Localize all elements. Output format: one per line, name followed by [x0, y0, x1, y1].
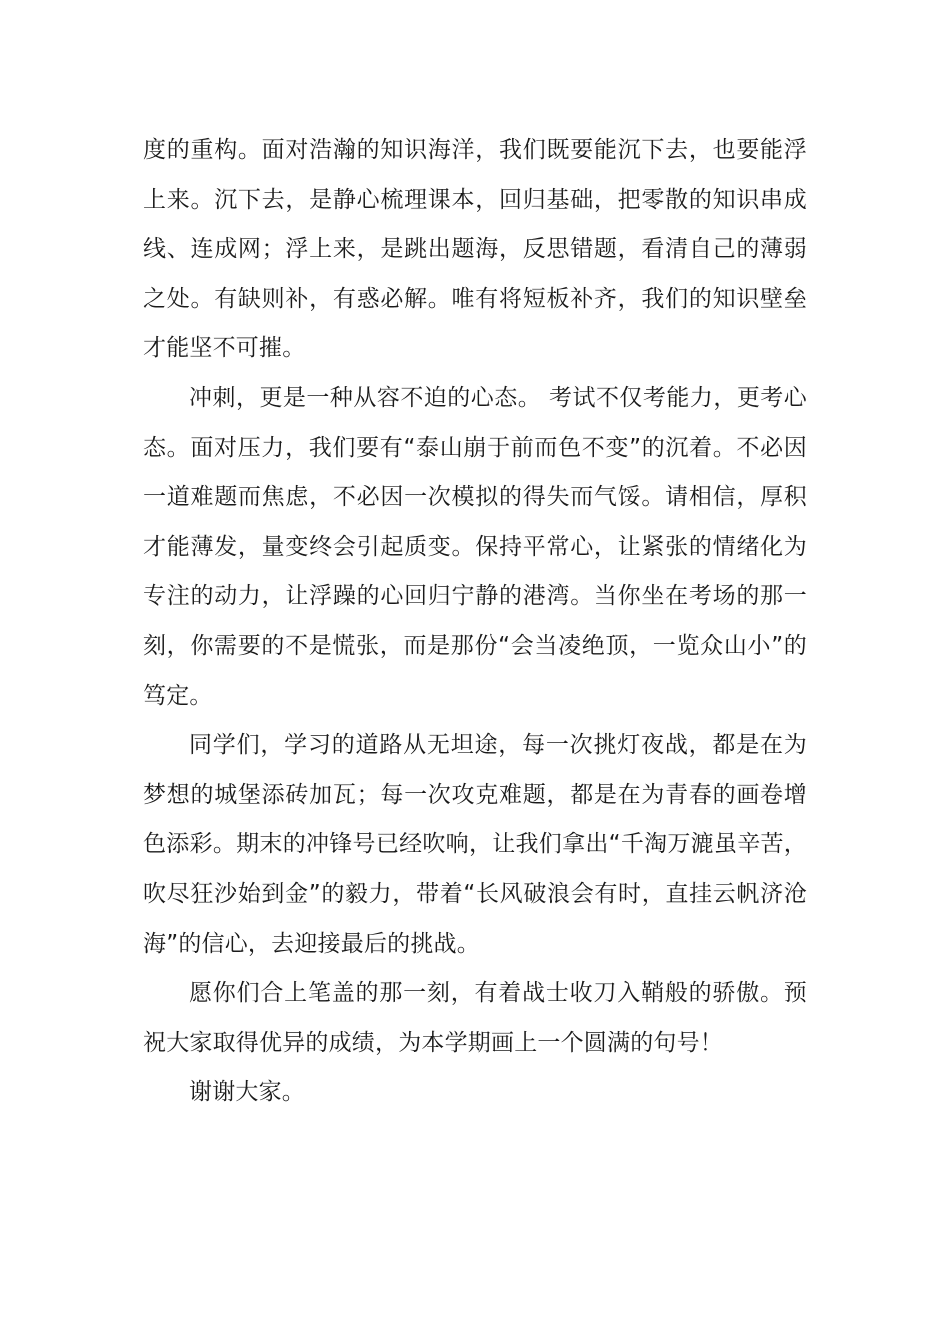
paragraph-mindset: 冲刺，更是一种从容不迫的心态。 考试不仅考能力，更考心态。面对压力，我们要有“泰山崩于前而色不变”的沉着。不必因一道难题而焦虑，不必因一次模拟的得失而气馁。请相信，厚积才能薄发，量变终会引起质变。保持平常心，让紧张的情绪化为专注的动力，让浮躁的心回归宁静的港湾。当你坐在考场的那一刻，你需要的不是慌张，而是那份“会当凌绝顶，一览众山小”的笃定。 — [143, 384, 807, 709]
paragraph-closing: 谢谢大家。 — [189, 1079, 305, 1106]
paragraph-wishes: 愿你们合上笔盖的那一刻，有着战士收刀入鞘般的骄傲。预祝大家取得优异的成绩，为本学期画上一个圆满的句号！ — [143, 980, 807, 1056]
document-body — [143, 126, 807, 1118]
paragraph-continued: 度的重构。面对浩瀚的知识海洋，我们既要能沉下去，也要能浮上来。沉下去，是静心梳理课本，回归基础，把零散的知识串成线、连成网；浮上来，是跳出题海，反思错题，看清自己的薄弱之处。有缺则补，有惑必解。唯有将短板补齐，我们的知识壁垒才能坚不可摧。 — [143, 137, 807, 362]
paragraph-encouragement: 同学们，学习的道路从无坦途，每一次挑灯夜战，都是在为梦想的城堡添砖加瓦；每一次攻克难题，都是在为青春的画卷增色添彩。期末的冲锋号已经吹响，让我们拿出“千淘万漉虽辛苦，吹尽狂沙始到金”的毅力，带着“长风破浪会有时，直挂云帆济沧海”的信心，去迎接最后的挑战。 — [143, 732, 807, 957]
